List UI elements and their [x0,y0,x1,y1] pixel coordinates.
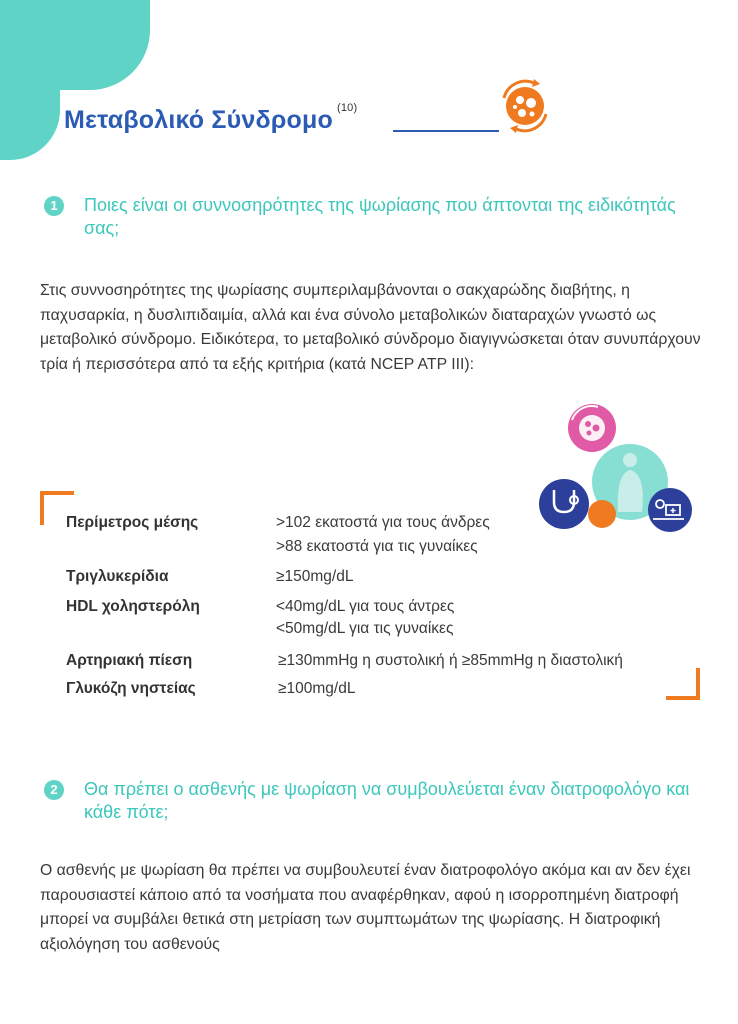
metabolism-cycle-icon-pink [568,404,616,452]
metabolism-cycle-icon [494,76,554,136]
page-title-text: Μεταβολικό Σύνδρομο [64,106,333,134]
paragraph-comorbidities: Στις συννοσηρότητες της ψωρίασης συμπεριλαμβάνονται ο σακχαρώδης διαβήτης, η παχυσαρκία, η δυσλιπιδαιμία, αλλά και ένα σύνολο μεταβολικών διαταραχών γνωστό ως μεταβολικό σύνδρομο. Ειδικότερα, το μεταβολικό σύνδρομο διαγιγνώσκεται όταν συνυπάρχουν τρία ή περισσότερα από τα εξής κριτήρια (κατά NCEP ATP III): [40,282,701,373]
corner-decoration-lower [0,60,60,160]
criterion-label: Αρτηριακή πίεση [66,652,193,669]
title-reference: (10) [336,102,358,114]
criterion-label: Γλυκόζη νηστείας [66,680,196,697]
question-text: Θα πρέπει ο ασθενής με ψωρίαση να συμβουλεύεται έναν διατροφολόγο και κάθε πότε; [84,779,690,822]
question-1 [44,194,704,240]
criterion-label: HDL χοληστερόλη [66,598,200,615]
question-text: Ποιες είναι οι συννοσηρότητες της ψωρίασης που άπτονται της ειδικότητάς σας; [84,195,676,238]
criterion-value: >102 εκατοστά για τους άνδρες [276,514,490,531]
medical-icon-cluster [538,402,708,542]
paragraph-dietitian: Ο ασθενής με ψωρίαση θα πρέπει να συμβουλευτεί έναν διατροφολόγο ακόμα και αν δεν έχει παρουσιαστεί κάποιο από τα νοσήματα που αναφέρθηκαν, αφού η ισορροπημένη διατροφή μπορεί να συμβάλει θετικά στη μετρίαση των συμπτωμάτων της ψωρίασης. Η διατροφική αξιολόγηση του ασθενούς [40,862,691,953]
criterion-value-2: <50mg/dL για τις γυναίκες [276,620,454,637]
criterion-label: Περίμετρος μέσης [66,514,199,531]
question-2 [44,778,704,824]
doctor-consultation-icon [648,488,692,532]
page-title [64,102,358,135]
stethoscope-icon [539,479,589,529]
criterion-label: Τριγλυκερίδια [66,568,169,585]
question-number: 2 [44,780,64,800]
criterion-value-2: >88 εκατοστά για τις γυναίκες [276,538,478,555]
criterion-value: ≥150mg/dL [276,568,354,585]
criterion-value: ≥100mg/dL [278,680,356,697]
criterion-value: ≥130mmHg η συστολική ή ≥85mmHg η διαστολική [278,652,623,669]
title-underline [393,130,499,132]
bracket-bottom-right [666,668,700,700]
criterion-value: <40mg/dL για τους άντρες [276,598,455,615]
question-number: 1 [44,196,64,216]
